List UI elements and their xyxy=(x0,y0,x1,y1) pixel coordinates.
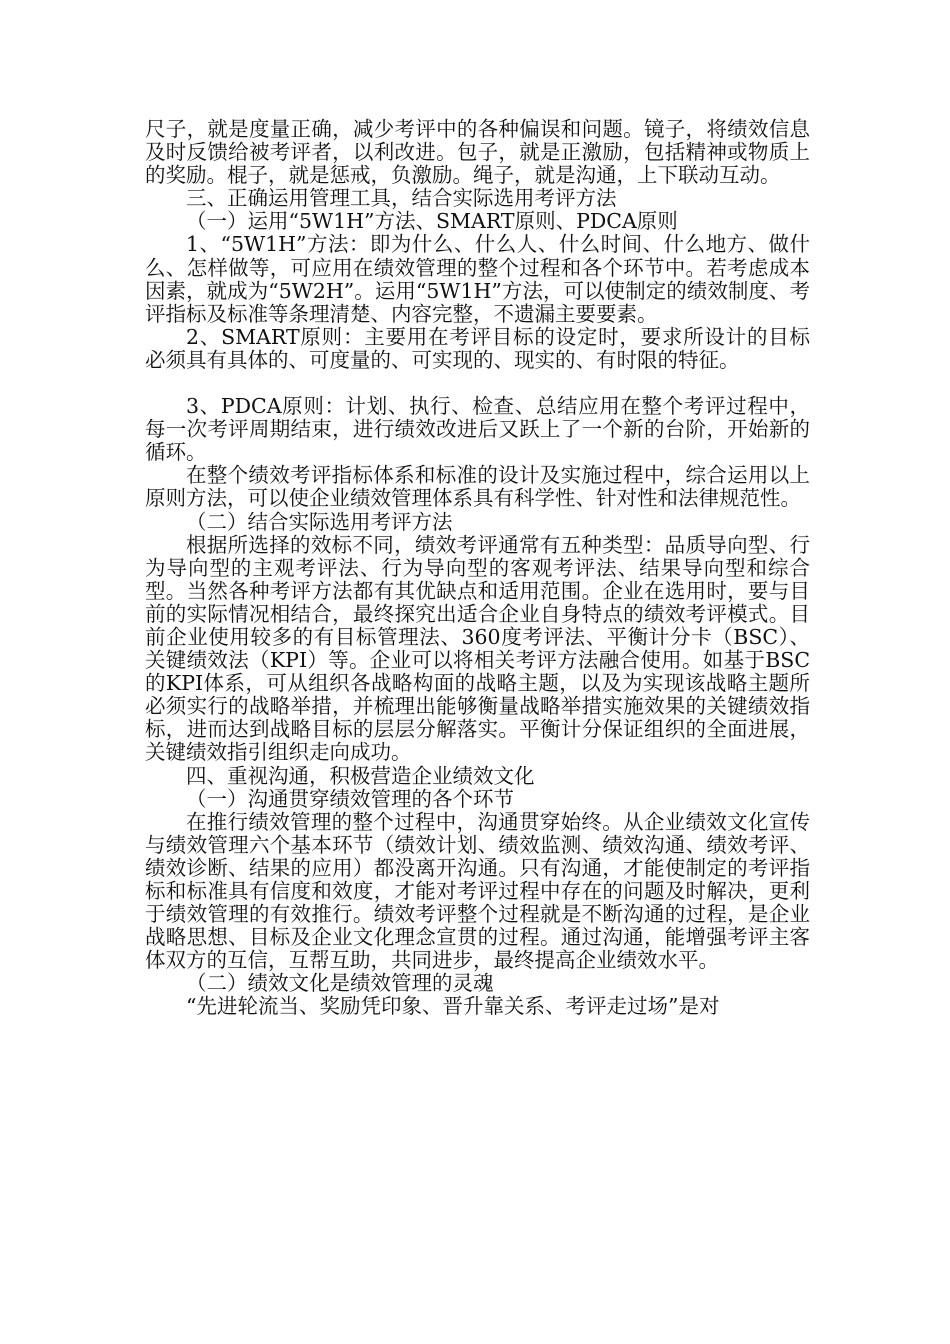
paragraph-smart: 2、SMART原则：主要用在考评目标的设定时，要求所设计的目标必须具有具体的、可度量的、可实现的、现实的、有时限的特征。 xyxy=(145,324,810,372)
paragraph-combined-methods: 在整个绩效考评指标体系和标准的设计及实施过程中，综合运用以上原则方法，可以使企业绩效管理体系具有科学性、针对性和法律规范性。 xyxy=(145,463,810,511)
subsection-heading-3-2: （二）结合实际选用考评方法 xyxy=(186,509,453,534)
subsection-heading-4-2: （二）绩效文化是绩效管理的灵魂 xyxy=(186,971,494,996)
paragraph-pdca: 3、PDCA原则：计划、执行、检查、总结应用在整个考评过程中，每一次考评周期结束，进行绩效改进后又跃上了一个新的台阶，开始新的循环。 xyxy=(145,394,810,465)
paragraph-performance-culture: “先进轮流当、奖励凭印象、晋升靠关系、考评走过场”是对 xyxy=(186,994,720,1019)
paragraph-5w1h: 1、“5W1H”方法：即为什么、什么人、什么时间、什么地方、做什么、怎样做等，可应用在绩效管理的整个过程和各个环节中。若考虑成本因素，就成为“5W2H”。运用“5W1H”方法，可以使制定的绩效制度、考评指标及标准等条理清楚、内容完整，不遗漏主要要素。 xyxy=(145,232,810,326)
paragraph-evaluation-types: 根据所选择的效标不同，绩效考评通常有五种类型：品质导向型、行为导向型的主观考评法、行为导向型的客观考评法、结果导向型和综合型。当然各种考评方法都有其优缺点和适用范围。企业在选用时，要与目前的实际情况相结合，最终探究出适合企业自身特点的绩效考评模式。目前企业使用较多的有目标管理法、360度考评法、平衡计分卡（BSC）、关键绩效法（KPI）等。企业可以将相关考评方法融合使用。如基于BSC的KPI体系，可从组织各战略构面的战略主题，以及为实现该战略主题所必须实行的战略举措，并梳理出能够衡量战略举措实施效果的关键绩效指标，进而达到战略目标的层层分解落实。平衡计分保证组织的全面进展，关键绩效指引组织走向成功。 xyxy=(145,532,810,765)
section-heading-3: 三、正确运用管理工具，结合实际选用考评方法 xyxy=(186,186,617,211)
paragraph-continued-metaphors: 尺子，就是度量正确，减少考评中的各种偏误和问题。镜子，将绩效信息及时反馈给被考评者，以利改进。包子，就是正激励，包括精神或物质上的奖励。棍子，就是惩戒，负激励。绳子，就是沟通，上下联动互动。 xyxy=(145,117,810,188)
paragraph-communication: 在推行绩效管理的整个过程中，沟通贯穿始终。从企业绩效文化宣传与绩效管理六个基本环节（绩效计划、绩效监测、绩效沟通、绩效考评、绩效诊断、结果的应用）都没离开沟通。只有沟通，才能使制定的考评指标和标准具有信度和效度，才能对考评过程中存在的问题及时解决，更利于绩效管理的有效推行。绩效考评整个过程就是不断沟通的过程，是企业战略思想、目标及企业文化理念宣贯的过程。通过沟通，能增强考评主客体双方的互信，互帮互助，共同进步，最终提高企业绩效水平。 xyxy=(145,809,810,973)
section-heading-4: 四、重视沟通，积极营造企业绩效文化 xyxy=(186,763,535,788)
subsection-heading-4-1: （一）沟通贯穿绩效管理的各个环节 xyxy=(186,786,514,811)
document-body xyxy=(145,118,810,1019)
subsection-heading-3-1: （一）运用“5W1H”方法、SMART原则、PDCA原则 xyxy=(186,209,678,234)
